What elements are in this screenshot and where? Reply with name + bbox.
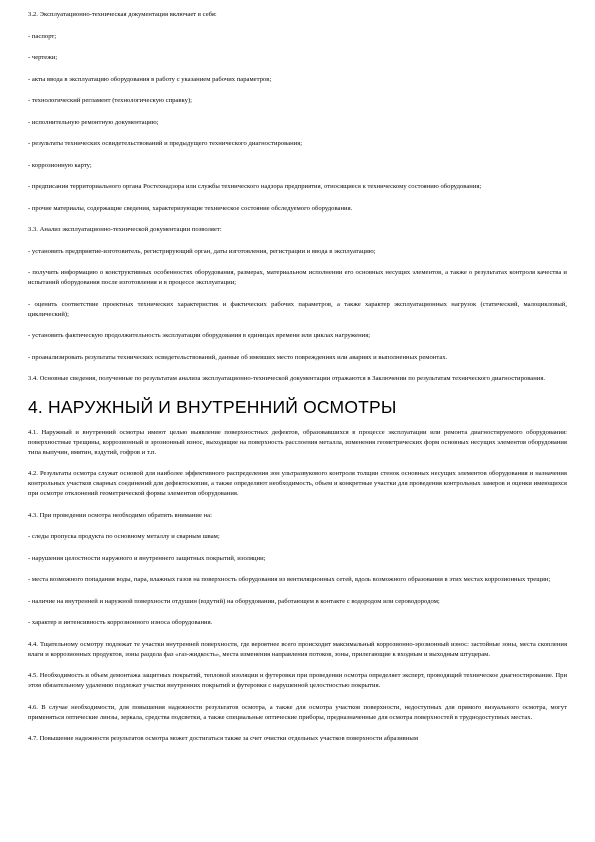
paragraph: 4.3. При проведении осмотра необходимо обратить внимание на:: [28, 511, 212, 519]
paragraph: - чертежи;: [28, 54, 58, 61]
paragraph: - наличие на внутренней и наружной поверхности отдушин (вздутий) на оборудовании, работающем в контакте с водородом или сероводородом;: [28, 597, 440, 605]
paragraph: - технологический регламент (технологическую справку);: [28, 97, 193, 104]
section-4-text: [28, 428, 567, 745]
paragraph: 4.1. Наружный и внутренний осмотры имеют целью выявление поверхностных дефектов, образовавшихся в процессе эксплуатации или ремонта диагностируемого оборудования: поверхностные трещины, коррозионный и эрозионный износ, выходящие на поверхность расслоения металла, изменения геометрических форм основных несущих элементов оборудования типа выпучин, вмятин, вздутий, гофров и т.п.: [28, 428, 567, 456]
paragraph: - установить предприятие-изготовитель, регистрирующий орган, даты изготовления, регистрации и ввода в эксплуатацию;: [28, 247, 376, 255]
paragraph: - предписания территориального органа Ростехнадзора или службы технического надзора предприятия, относящиеся к техническому состоянию оборудования;: [28, 183, 482, 190]
paragraph: - паспорт;: [28, 32, 57, 40]
paragraph: 4.5. Необходимость и объем демонтажа защитных покрытий, тепловой изоляции и футеровки при проведении осмотра определяет эксперт, проводящий техническое диагностирование. При этом обязательному удалению подлежат участки внутренних покрытий и футеровки с нарушенной целостностью покрытия.: [28, 672, 567, 689]
paragraph: - оценить соответствие проектных технических характеристик и фактических рабочих параметров, а также характер эксплуатационных нагрузок (статический, малоцикловый, циклический);: [28, 300, 567, 318]
paragraph: - исполнительную ремонтную документацию;: [28, 118, 159, 126]
paragraph: - следы пропуска продукта по основному металлу и сварным швам;: [28, 533, 220, 540]
paragraph: 3.3. Анализ эксплуатационно-технической документации позволяет:: [28, 226, 222, 233]
paragraph: 4.2. Результаты осмотра служат основой для наиболее эффективного распределения зон ультразвукового контроля толщин стенок основных несущих элементов оборудования и назначения контрольных участков сварных соединений для дефектоскопии, а также определяют необходимость, объем и конкретные участки для проведения контрольных замеров и оценки имеющихся при осмотре отклонений геометрической формы элементов оборудования.: [28, 470, 567, 497]
paragraph: 3.2. Эксплуатационно-техническая документация включает в себя:: [28, 11, 217, 18]
paragraph: 3.4. Основные сведения, полученные по результатам анализа эксплуатационно-технической документации отражаются в Заключении по результатам технического диагностирования.: [28, 375, 546, 382]
paragraph: - установить фактическую продолжительность эксплуатации оборудования в единицах времени или циклах нагружения;: [28, 332, 371, 339]
paragraph: 4.7. Повышение надежности результатов осмотра может достигаться также за счет очистки отдельных участков поверхности абразивным: [28, 735, 419, 742]
paragraph: - акты ввода в эксплуатацию оборудования в работу с указанием рабочих параметров;: [28, 75, 272, 83]
paragraph: - нарушения целостности наружного и внутреннего защитных покрытий, изоляции;: [28, 554, 266, 562]
paragraph: 4.4. Тщательному осмотру подлежат те участки внутренней поверхности, где вероятнее всего происходит максимальный коррозионно-эрозионный износ: застойные зоны, места скопления влаги и коррозионных продуктов, зоны раздела фаз «газ-жидкость», места изменения направления потоков, зоны, прилегающие к входным и выходным штуцерам.: [28, 640, 567, 658]
paragraph: 4.6. В случае необходимости, для повышения надежности результатов осмотра, а также для осмотра участков поверхности, недоступных для прямого визуального осмотра, могут применяться оптические линзы, зеркала, средства подсветки, а также специальные оптические приборы, предназначенные для осмотра поверхностей в труднодоступных местах.: [28, 703, 567, 721]
paragraph: - результаты технических освидетельствований и предыдущего технического диагностирования;: [28, 140, 303, 147]
paragraph: - коррозионную карту;: [28, 161, 92, 169]
paragraph: - характер и интенсивность коррозионного износа оборудования.: [28, 619, 213, 626]
paragraph: - получить информацию о конструктивных особенностях оборудования, размерах, материальном исполнении его основных несущих элементов, а также о результатах контроля качества и испытаний оборудования после изготовления и в процессе эксплуатации;: [28, 269, 567, 286]
section-heading: 4. НАРУЖНЫЙ И ВНУТРЕННИЙ ОСМОТРЫ: [28, 396, 397, 417]
section-3-text: [28, 10, 567, 384]
paragraph: - места возможного попадания воды, пара, влажных газов на поверхность оборудования из вентиляционных сетей, вдоль возможного образования в этих местах коррозионных трещин;: [28, 576, 551, 583]
paragraph: - проанализировать результаты технических освидетельствований, данные об имевших место повреждениях или авариях и выполненных ремонтах.: [28, 353, 448, 361]
paragraph: - прочие материалы, содержащие сведения, характеризующие техническое состояние обследуемого оборудования.: [28, 204, 353, 212]
